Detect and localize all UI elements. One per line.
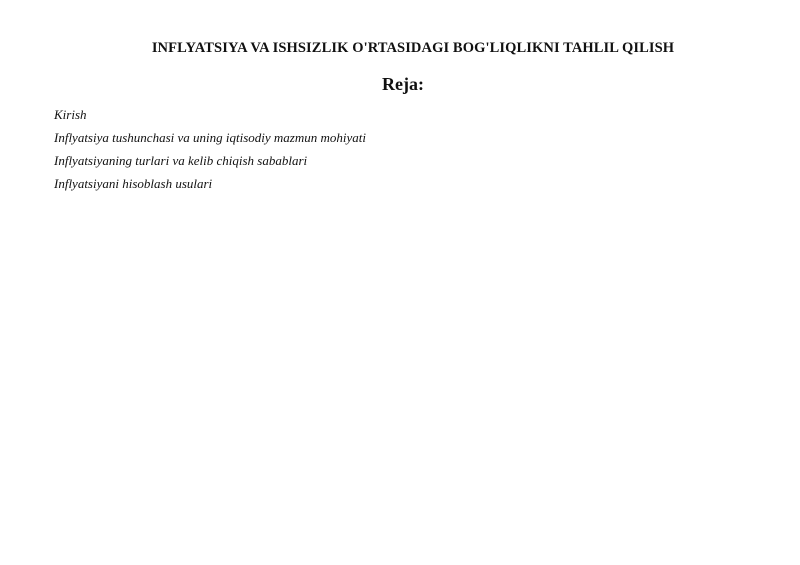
plan-item-concept: Inflyatsiya tushunchasi va uning iqtisodiy mazmun mohiyati	[54, 130, 366, 145]
plan-list	[54, 103, 366, 195]
plan-item-types-causes: Inflyatsiyaning turlari va kelib chiqish sabablari	[54, 153, 308, 168]
plan-item-introduction: Kirish	[54, 107, 87, 122]
document-title: INFLYATSIYA VA ISHSIZLIK O'RTASIDAGI BOG'LIQLIKNI TAHLIL QILISH	[151, 40, 675, 56]
plan-item-calculation-methods: Inflyatsiyani hisoblash usulari	[54, 176, 213, 191]
plan-heading: Reja:	[382, 74, 424, 94]
